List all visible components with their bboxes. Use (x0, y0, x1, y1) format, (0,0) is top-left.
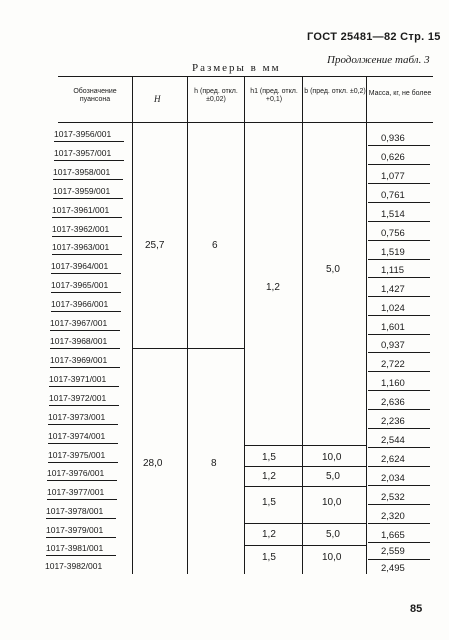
designation-cell: 1017-3958/001 (53, 167, 111, 177)
column-divider-3 (244, 76, 245, 574)
row-underline (368, 296, 430, 297)
designation-cell: 1017-3956/001 (54, 129, 112, 139)
designation-cell: 1017-3967/001 (50, 318, 108, 328)
column-divider-2 (187, 76, 188, 574)
page-number: 85 (410, 603, 423, 615)
mass-cell: 1,514 (381, 209, 405, 220)
sub-rule-5 (244, 545, 366, 546)
designation-cell: 1017-3975/001 (48, 450, 106, 460)
row-underline (46, 537, 116, 538)
sizes-caption: Размеры в мм (192, 62, 281, 74)
mass-cell: 2,559 (381, 546, 405, 557)
designation-cell: 1017-3969/001 (50, 355, 108, 365)
row-underline (368, 390, 430, 391)
h1-value-sub: 1,5 (262, 497, 276, 508)
mass-cell: 1,160 (381, 378, 405, 389)
row-underline (52, 217, 122, 218)
row-underline (368, 315, 430, 316)
designation-cell: 1017-3982/001 (45, 561, 103, 571)
table-top-rule (58, 76, 433, 77)
row-underline (47, 480, 117, 481)
row-underline (51, 273, 121, 274)
row-underline (368, 164, 430, 165)
mass-cell: 2,544 (381, 435, 405, 446)
column-divider-4 (302, 76, 303, 574)
b-value-main: 5,0 (326, 264, 340, 275)
designation-cell: 1017-3971/001 (49, 374, 107, 384)
h-value-group-1: 6 (212, 240, 218, 251)
h1-value-main: 1,2 (266, 282, 280, 293)
b-value-sub: 10,0 (322, 497, 342, 508)
b-value-sub: 5,0 (326, 471, 340, 482)
row-underline (368, 447, 430, 448)
h-value-group-2: 8 (211, 458, 217, 469)
designation-cell: 1017-3979/001 (46, 525, 104, 535)
designation-cell: 1017-3961/001 (52, 205, 110, 215)
column-divider-1 (132, 76, 133, 574)
row-underline (368, 559, 430, 560)
row-underline (368, 183, 430, 184)
col-header-b: b (пред. откл. ±0,2) (304, 88, 366, 95)
mass-cell: 1,115 (381, 265, 405, 276)
designation-cell: 1017-3972/001 (49, 393, 107, 403)
row-underline (368, 504, 430, 505)
row-underline (368, 277, 430, 278)
row-underline (368, 259, 430, 260)
mass-cell: 0,937 (381, 340, 405, 351)
row-underline (52, 236, 122, 237)
row-underline (53, 198, 123, 199)
column-divider-5 (366, 76, 367, 574)
designation-cell: 1017-3976/001 (47, 468, 105, 478)
row-underline (52, 254, 122, 255)
row-underline (368, 145, 430, 146)
continuation-caption: Продолжение табл. 3 (327, 54, 430, 66)
h1-value-sub: 1,5 (262, 452, 276, 463)
mass-cell: 2,320 (381, 511, 405, 522)
row-underline (54, 141, 124, 142)
row-underline (51, 311, 121, 312)
sub-rule-3 (244, 486, 366, 487)
h1-value-sub: 1,5 (262, 552, 276, 563)
row-underline (368, 221, 430, 222)
col-header-designation: Обозначение пуансона (73, 88, 117, 103)
group-divider-rule (132, 348, 244, 349)
sub-rule-4 (244, 523, 366, 524)
mass-cell: 0,756 (381, 228, 405, 239)
row-underline (368, 542, 430, 543)
row-underline (50, 330, 120, 331)
row-underline (368, 240, 430, 241)
standard-header: ГОСТ 25481—82 Стр. 15 (307, 31, 441, 43)
designation-cell: 1017-3981/001 (46, 543, 104, 553)
h1-value-sub: 1,2 (262, 529, 276, 540)
row-underline (54, 160, 124, 161)
header-bottom-rule (58, 122, 433, 123)
mass-cell: 0,936 (381, 133, 405, 144)
row-underline (50, 367, 120, 368)
sub-rule-1 (244, 445, 366, 446)
row-underline (368, 428, 430, 429)
row-underline (47, 499, 117, 500)
row-underline (368, 485, 430, 486)
H-value-group-1: 25,7 (145, 240, 165, 251)
b-value-sub: 10,0 (322, 452, 342, 463)
col-header-h1: h1 (пред. откл. +0,1) (250, 88, 298, 103)
designation-cell: 1017-3965/001 (51, 280, 109, 290)
mass-cell: 2,034 (381, 473, 405, 484)
row-underline (46, 555, 116, 556)
row-underline (49, 405, 119, 406)
b-value-sub: 10,0 (322, 552, 342, 563)
row-underline (50, 348, 120, 349)
row-underline (48, 462, 118, 463)
col-header-mass: Масса, кг, не более (368, 90, 432, 97)
designation-cell: 1017-3964/001 (51, 261, 109, 271)
mass-cell: 2,722 (381, 359, 405, 370)
mass-cell: 1,427 (381, 284, 405, 295)
row-underline (368, 334, 430, 335)
mass-cell: 1,077 (381, 171, 405, 182)
designation-cell: 1017-3977/001 (47, 487, 105, 497)
designation-cell: 1017-3957/001 (54, 148, 112, 158)
row-underline (48, 443, 118, 444)
designation-cell: 1017-3968/001 (50, 336, 108, 346)
row-underline (368, 466, 430, 467)
designation-cell: 1017-3963/001 (52, 242, 110, 252)
designation-cell: 1017-3973/001 (48, 412, 106, 422)
mass-cell: 1,665 (381, 530, 405, 541)
row-underline (368, 352, 430, 353)
mass-cell: 2,236 (381, 416, 405, 427)
col-header-H: H (154, 94, 161, 104)
row-underline (48, 424, 118, 425)
col-header-h: h (пред. откл. ±0,02) (194, 88, 238, 103)
mass-cell: 2,495 (381, 563, 405, 574)
row-underline (53, 179, 123, 180)
mass-cell: 2,532 (381, 492, 405, 503)
designation-cell: 1017-3966/001 (51, 299, 109, 309)
designation-cell: 1017-3962/001 (52, 224, 110, 234)
designation-cell: 1017-3974/001 (48, 431, 106, 441)
designation-cell: 1017-3959/001 (53, 186, 111, 196)
row-underline (368, 202, 430, 203)
row-underline (368, 409, 430, 410)
mass-cell: 2,636 (381, 397, 405, 408)
mass-cell: 1,601 (381, 322, 405, 333)
H-value-group-2: 28,0 (143, 458, 163, 469)
mass-cell: 1,024 (381, 303, 405, 314)
mass-cell: 1,519 (381, 247, 405, 258)
row-underline (51, 292, 121, 293)
row-underline (368, 523, 430, 524)
sub-rule-2 (244, 466, 366, 467)
row-underline (49, 386, 119, 387)
row-underline (368, 371, 430, 372)
h1-value-sub: 1,2 (262, 471, 276, 482)
b-value-sub: 5,0 (326, 529, 340, 540)
row-underline (46, 518, 116, 519)
mass-cell: 0,626 (381, 152, 405, 163)
mass-cell: 2,624 (381, 454, 405, 465)
mass-cell: 0,761 (381, 190, 405, 201)
designation-cell: 1017-3978/001 (46, 506, 104, 516)
